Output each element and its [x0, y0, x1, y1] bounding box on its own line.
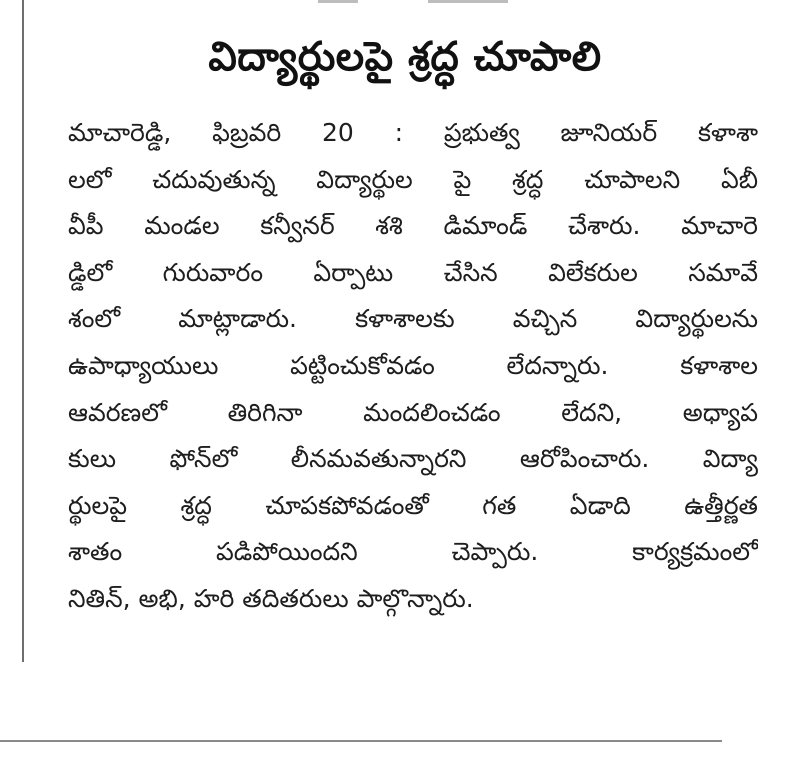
article-line-4: డ్డిలో గురువారం ఏర్పాటు చేసిన విలేకరుల సమావే — [68, 257, 758, 287]
article-line-7: ఆవరణలో తిరిగినా మందలించడం లేదని, అధ్యాప — [68, 397, 758, 427]
top-cropped-text-remnant-right — [428, 0, 508, 3]
article-line-11: నితిన్, అభి, హరి తదితరులు పాల్గొన్నారు. — [68, 583, 474, 613]
top-cropped-text-remnant-left — [318, 0, 358, 3]
article-line-10: శాతం పడిపోయిందని చెప్పారు. కార్యక్రమంలో — [68, 537, 758, 567]
article-line-3: వీపీ మండల కన్వీనర్ శశి డిమాండ్ చేశారు. మాచారె — [68, 211, 758, 241]
article-headline: విద్యార్థులపై శ్రద్ధ చూపాలి — [208, 34, 602, 80]
article-line-5: శంలో మాట్లాడారు. కళాశాలకు వచ్చిన విద్యార్థులను — [68, 304, 758, 334]
bottom-divider-rule — [0, 740, 722, 742]
article-line-1: మాచారెడ్డి, ఫిబ్రవరి 20 : ప్రభుత్వ జూనియర్ కళాశా — [68, 118, 758, 147]
article-line-6: ఉపాధ్యాయులు పట్టించుకోవడం లేదన్నారు. కళాశాల — [68, 350, 758, 380]
article-line-2: లలో చదువుతున్న విద్యార్థుల పై శ్రద్ధ చూపాలని ఏబీ — [68, 164, 758, 194]
article-body — [68, 110, 758, 623]
article-line-8: కులు ఫోన్‌లో లీనమవతున్నారని ఆరోపించారు. విద్యా — [68, 444, 758, 474]
article-line-9: ర్థులపై శ్రద్ధ చూపకపోవడంతో గత ఏడాది ఉత్తీర్ణత — [68, 490, 758, 520]
column-divider-rule — [22, 0, 24, 662]
